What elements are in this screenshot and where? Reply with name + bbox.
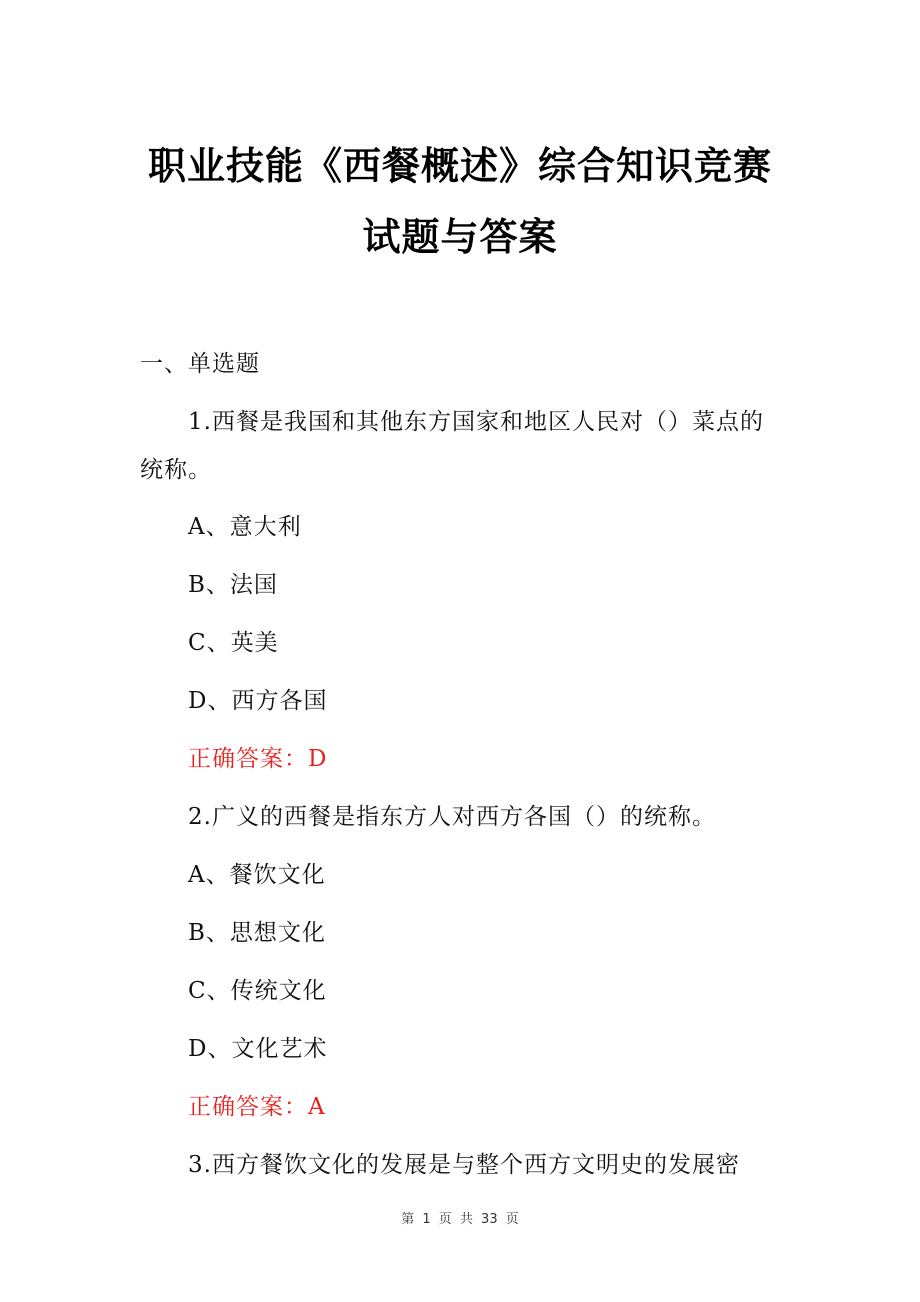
question-1-stem-cont: 统称。 xyxy=(140,457,212,483)
question-2-stem: 2.广义的西餐是指东方人对西方各国（）的统称。 xyxy=(188,804,716,830)
question-1-stem: 1.西餐是我国和其他东方国家和地区人民对（）菜点的 xyxy=(188,409,764,435)
question-3-stem: 3.西方餐饮文化的发展是与整个西方文明史的发展密 xyxy=(188,1152,740,1178)
document-title-line2: 试题与答案 xyxy=(362,215,558,259)
question-2-option-d: D、文化艺术 xyxy=(188,1036,328,1062)
question-1-option-a: A、意大利 xyxy=(188,514,302,540)
page-footer: 第 1 页 共 33 页 xyxy=(401,1212,519,1227)
question-1-option-c: C、英美 xyxy=(188,630,279,656)
section-heading: 一、单选题 xyxy=(140,351,260,377)
document-title-line1: 职业技能《西餐概述》综合知识竞赛 xyxy=(147,144,772,188)
question-1-option-d: D、西方各国 xyxy=(188,688,328,714)
question-2-option-c: C、传统文化 xyxy=(188,978,327,1004)
question-2-answer: 正确答案：A xyxy=(188,1094,326,1120)
question-2-option-b: B、思想文化 xyxy=(188,920,326,946)
question-1-option-b: B、法国 xyxy=(188,572,278,598)
question-1-answer: 正确答案：D xyxy=(188,746,328,772)
question-2-option-a: A、餐饮文化 xyxy=(188,862,326,888)
